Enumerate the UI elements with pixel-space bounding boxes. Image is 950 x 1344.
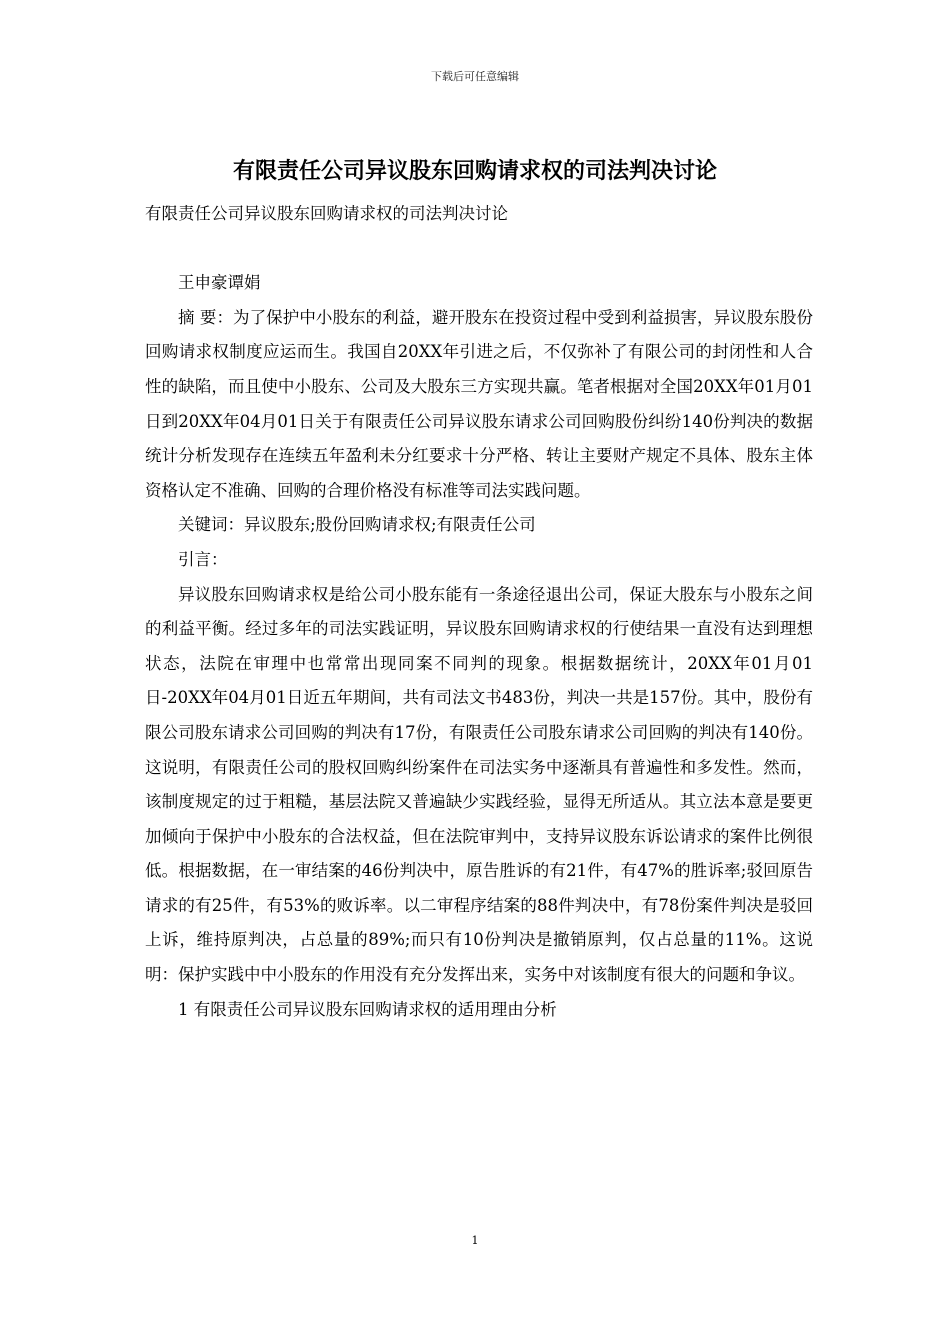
authors: 王申豪谭娟: [178, 273, 261, 293]
intro-paragraph: 异议股东回购请求权是给公司小股东能有一条途径退出公司，保证大股东与小股东之间的利益平衡。经过多年的司法实践证明，异议股东回购请求权的行使结果一直没有达到理想状态，法院在审理中也常常出现同案不同判的现象。根据数据统计，20XX年01月01日-20XX年04月01日近五年期间，共有司法文书483份，判决一共是157份。其中，股份有限公司股东请求公司回购的判决有17份，有限责任公司股东请求公司回购的判决有140份。这说明，有限责任公司的股权回购纠纷案件在司法实务中逐渐具有普遍性和多发性。然而，该制度规定的过于粗糙，基层法院又普遍缺少实践经验，显得无所适从。其立法本意是要更加倾向于保护中小股东的合法权益，但在法院审判中，支持异议股东诉讼请求的案件比例很低。根据数据，在一审结案的46份判决中，原告胜诉的有21件，有47%的胜诉率;驳回原告请求的有25件，有53%的败诉率。以二审程序结案的88件判决中，有78份案件判决是驳回上诉，维持原判决，占总量的89%;而只有10份判决是撤销原判，仅占总量的11%。这说明：保护实践中中小股东的作用没有充分发挥出来，实务中对该制度有很大的问题和争议。: [145, 584, 813, 985]
subtitle: 有限责任公司异议股东回购请求权的司法判决讨论: [145, 204, 508, 223]
section-heading: 1 有限责任公司异议股东回购请求权的适用理由分析: [178, 999, 557, 1019]
header-note: 下载后可任意编辑: [431, 70, 519, 83]
page-number: 1: [471, 1234, 479, 1247]
keywords: 关键词：异议股东;股份回购请求权;有限责任公司: [178, 515, 536, 535]
document-title: 有限责任公司异议股东回购请求权的司法判决讨论: [232, 158, 717, 184]
intro-heading: 引言：: [178, 549, 228, 569]
abstract-paragraph: 摘 要：为了保护中小股东的利益，避开股东在投资过程中受到利益损害，异议股东股份回购请求权制度应运而生。我国自20XX年引进之后，不仅弥补了有限公司的封闭性和人合性的缺陷，而且使中小股东、公司及大股东三方实现共赢。笔者根据对全国20XX年01月01日到20XX年04月01日关于有限责任公司异议股东请求公司回购股份纠纷140份判决的数据统计分析发现存在连续五年盈利未分红要求十分严格、转让主要财产规定不具体、股东主体资格认定不准确、回购的合理价格没有标准等司法实践问题。: [145, 307, 813, 500]
document-body: [145, 197, 813, 1027]
